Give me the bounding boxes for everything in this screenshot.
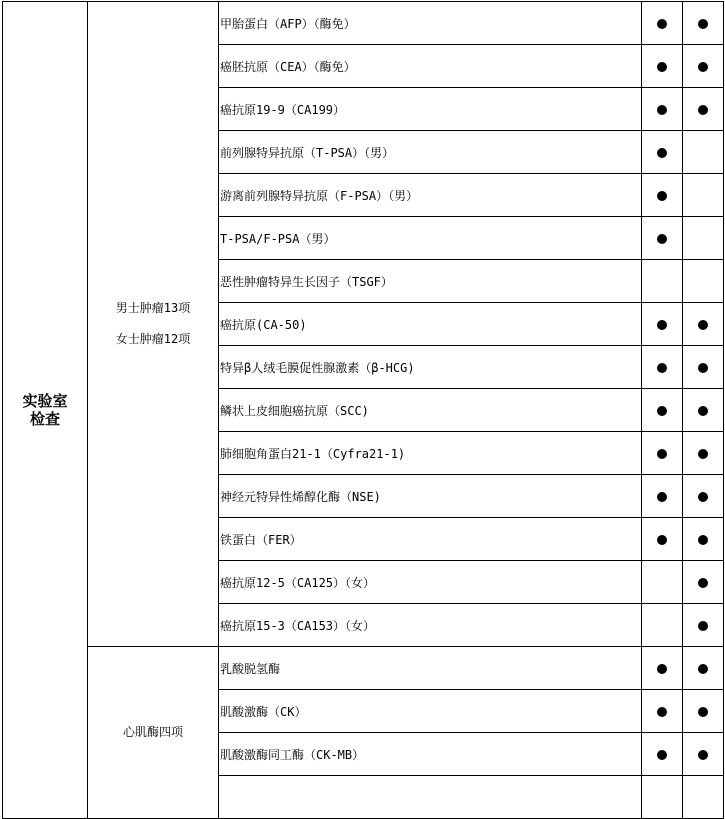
male-package-cell xyxy=(642,776,683,819)
female-package-cell xyxy=(683,389,724,432)
included-dot-icon xyxy=(657,320,667,330)
item-name: 癌抗原(CA-50) xyxy=(220,317,307,332)
female-package-cell xyxy=(683,174,724,217)
included-dot-icon xyxy=(698,449,708,459)
package-label: 心肌酶四项 xyxy=(122,725,183,739)
included-dot-icon xyxy=(698,750,708,760)
included-dot-icon xyxy=(657,191,667,201)
female-package-cell xyxy=(683,260,724,303)
included-dot-icon xyxy=(698,492,708,502)
female-package-cell xyxy=(683,45,724,88)
included-dot-icon xyxy=(698,105,708,115)
included-dot-icon xyxy=(657,62,667,72)
male-package-cell xyxy=(642,260,683,303)
item-name-cell xyxy=(219,733,642,776)
item-name: 恶性肿瘤特异生长因子（TSGF） xyxy=(220,274,393,289)
item-name-cell xyxy=(219,776,642,819)
male-package-cell xyxy=(642,604,683,647)
male-package-cell xyxy=(642,647,683,690)
included-dot-icon xyxy=(657,664,667,674)
included-dot-icon xyxy=(657,707,667,717)
category-cell xyxy=(3,2,88,819)
male-package-cell xyxy=(642,690,683,733)
item-name: 癌抗原19-9（CA199） xyxy=(220,102,346,117)
male-package-cell xyxy=(642,475,683,518)
item-name-cell xyxy=(219,604,642,647)
male-package-cell xyxy=(642,733,683,776)
item-name-cell xyxy=(219,432,642,475)
item-name-cell xyxy=(219,131,642,174)
package-cell xyxy=(88,647,219,819)
item-name: 鳞状上皮细胞癌抗原（SCC) xyxy=(220,403,369,418)
item-name: 癌抗原12-5（CA125）（女） xyxy=(220,575,376,590)
included-dot-icon xyxy=(698,363,708,373)
item-name-cell xyxy=(219,45,642,88)
item-name-cell xyxy=(219,217,642,260)
male-package-cell xyxy=(642,518,683,561)
package-cell xyxy=(88,2,219,647)
included-dot-icon xyxy=(698,406,708,416)
female-package-cell xyxy=(683,346,724,389)
category-label: 检查 xyxy=(29,410,60,428)
item-name: 乳酸脱氢酶 xyxy=(220,661,281,676)
included-dot-icon xyxy=(657,492,667,502)
item-name: 铁蛋白（FER） xyxy=(220,532,302,547)
included-dot-icon xyxy=(698,578,708,588)
item-name: T-PSA/F-PSA（男） xyxy=(220,231,336,246)
female-package-cell xyxy=(683,561,724,604)
included-dot-icon xyxy=(657,234,667,244)
female-package-cell xyxy=(683,776,724,819)
male-package-cell xyxy=(642,346,683,389)
included-dot-icon xyxy=(657,535,667,545)
female-package-cell xyxy=(683,432,724,475)
male-package-cell xyxy=(642,174,683,217)
item-name-cell xyxy=(219,518,642,561)
included-dot-icon xyxy=(657,406,667,416)
male-package-cell xyxy=(642,88,683,131)
female-package-cell xyxy=(683,733,724,776)
included-dot-icon xyxy=(657,148,667,158)
male-package-cell xyxy=(642,389,683,432)
item-name-cell xyxy=(219,303,642,346)
item-name: 肌酸激酶（CK） xyxy=(220,704,307,719)
item-name-cell xyxy=(219,2,642,45)
male-package-cell xyxy=(642,432,683,475)
female-package-cell xyxy=(683,303,724,346)
item-name-cell xyxy=(219,346,642,389)
item-name-cell xyxy=(219,88,642,131)
lab-exam-table xyxy=(2,1,724,819)
category-label: 实验室 xyxy=(22,392,68,410)
table-row xyxy=(3,2,724,45)
included-dot-icon xyxy=(698,707,708,717)
included-dot-icon xyxy=(657,19,667,29)
male-package-cell xyxy=(642,2,683,45)
included-dot-icon xyxy=(698,621,708,631)
female-package-cell xyxy=(683,131,724,174)
male-package-cell xyxy=(642,561,683,604)
item-name-cell xyxy=(219,389,642,432)
item-name: 前列腺特异抗原（T-PSA）（男） xyxy=(220,145,395,160)
female-package-cell xyxy=(683,2,724,45)
included-dot-icon xyxy=(698,19,708,29)
item-name-cell xyxy=(219,174,642,217)
male-package-cell xyxy=(642,303,683,346)
included-dot-icon xyxy=(698,62,708,72)
item-name-cell xyxy=(219,260,642,303)
item-name-cell xyxy=(219,690,642,733)
female-package-cell xyxy=(683,518,724,561)
included-dot-icon xyxy=(657,105,667,115)
item-name: 游离前列腺特异抗原（F-PSA）（男） xyxy=(220,188,419,203)
item-name: 肌酸激酶同工酶（CK-MB） xyxy=(220,747,365,762)
item-name-cell xyxy=(219,561,642,604)
female-package-cell xyxy=(683,690,724,733)
table-row xyxy=(3,647,724,690)
item-name-cell xyxy=(219,475,642,518)
male-package-cell xyxy=(642,45,683,88)
female-package-cell xyxy=(683,217,724,260)
included-dot-icon xyxy=(657,363,667,373)
item-name: 癌抗原15-3（CA153）（女） xyxy=(220,618,376,633)
item-name-cell xyxy=(219,647,642,690)
female-package-cell xyxy=(683,647,724,690)
package-label: 女士肿瘤12项 xyxy=(115,332,191,346)
female-package-cell xyxy=(683,88,724,131)
item-name: 神经元特异性烯醇化酶（NSE) xyxy=(220,489,381,504)
item-name: 癌胚抗原（CEA）（酶免） xyxy=(220,59,356,74)
item-name: 甲胎蛋白（AFP）（酶免） xyxy=(220,16,356,31)
female-package-cell xyxy=(683,475,724,518)
included-dot-icon xyxy=(657,449,667,459)
male-package-cell xyxy=(642,217,683,260)
item-name: 特异β人绒毛膜促性腺激素（β-HCG) xyxy=(220,360,415,375)
package-label: 男士肿瘤13项 xyxy=(115,301,191,315)
included-dot-icon xyxy=(698,664,708,674)
lab-exam-table-body xyxy=(3,2,724,819)
included-dot-icon xyxy=(657,750,667,760)
included-dot-icon xyxy=(698,320,708,330)
included-dot-icon xyxy=(698,535,708,545)
female-package-cell xyxy=(683,604,724,647)
male-package-cell xyxy=(642,131,683,174)
item-name: 肺细胞角蛋白21-1（Cyfra21-1) xyxy=(220,446,406,461)
